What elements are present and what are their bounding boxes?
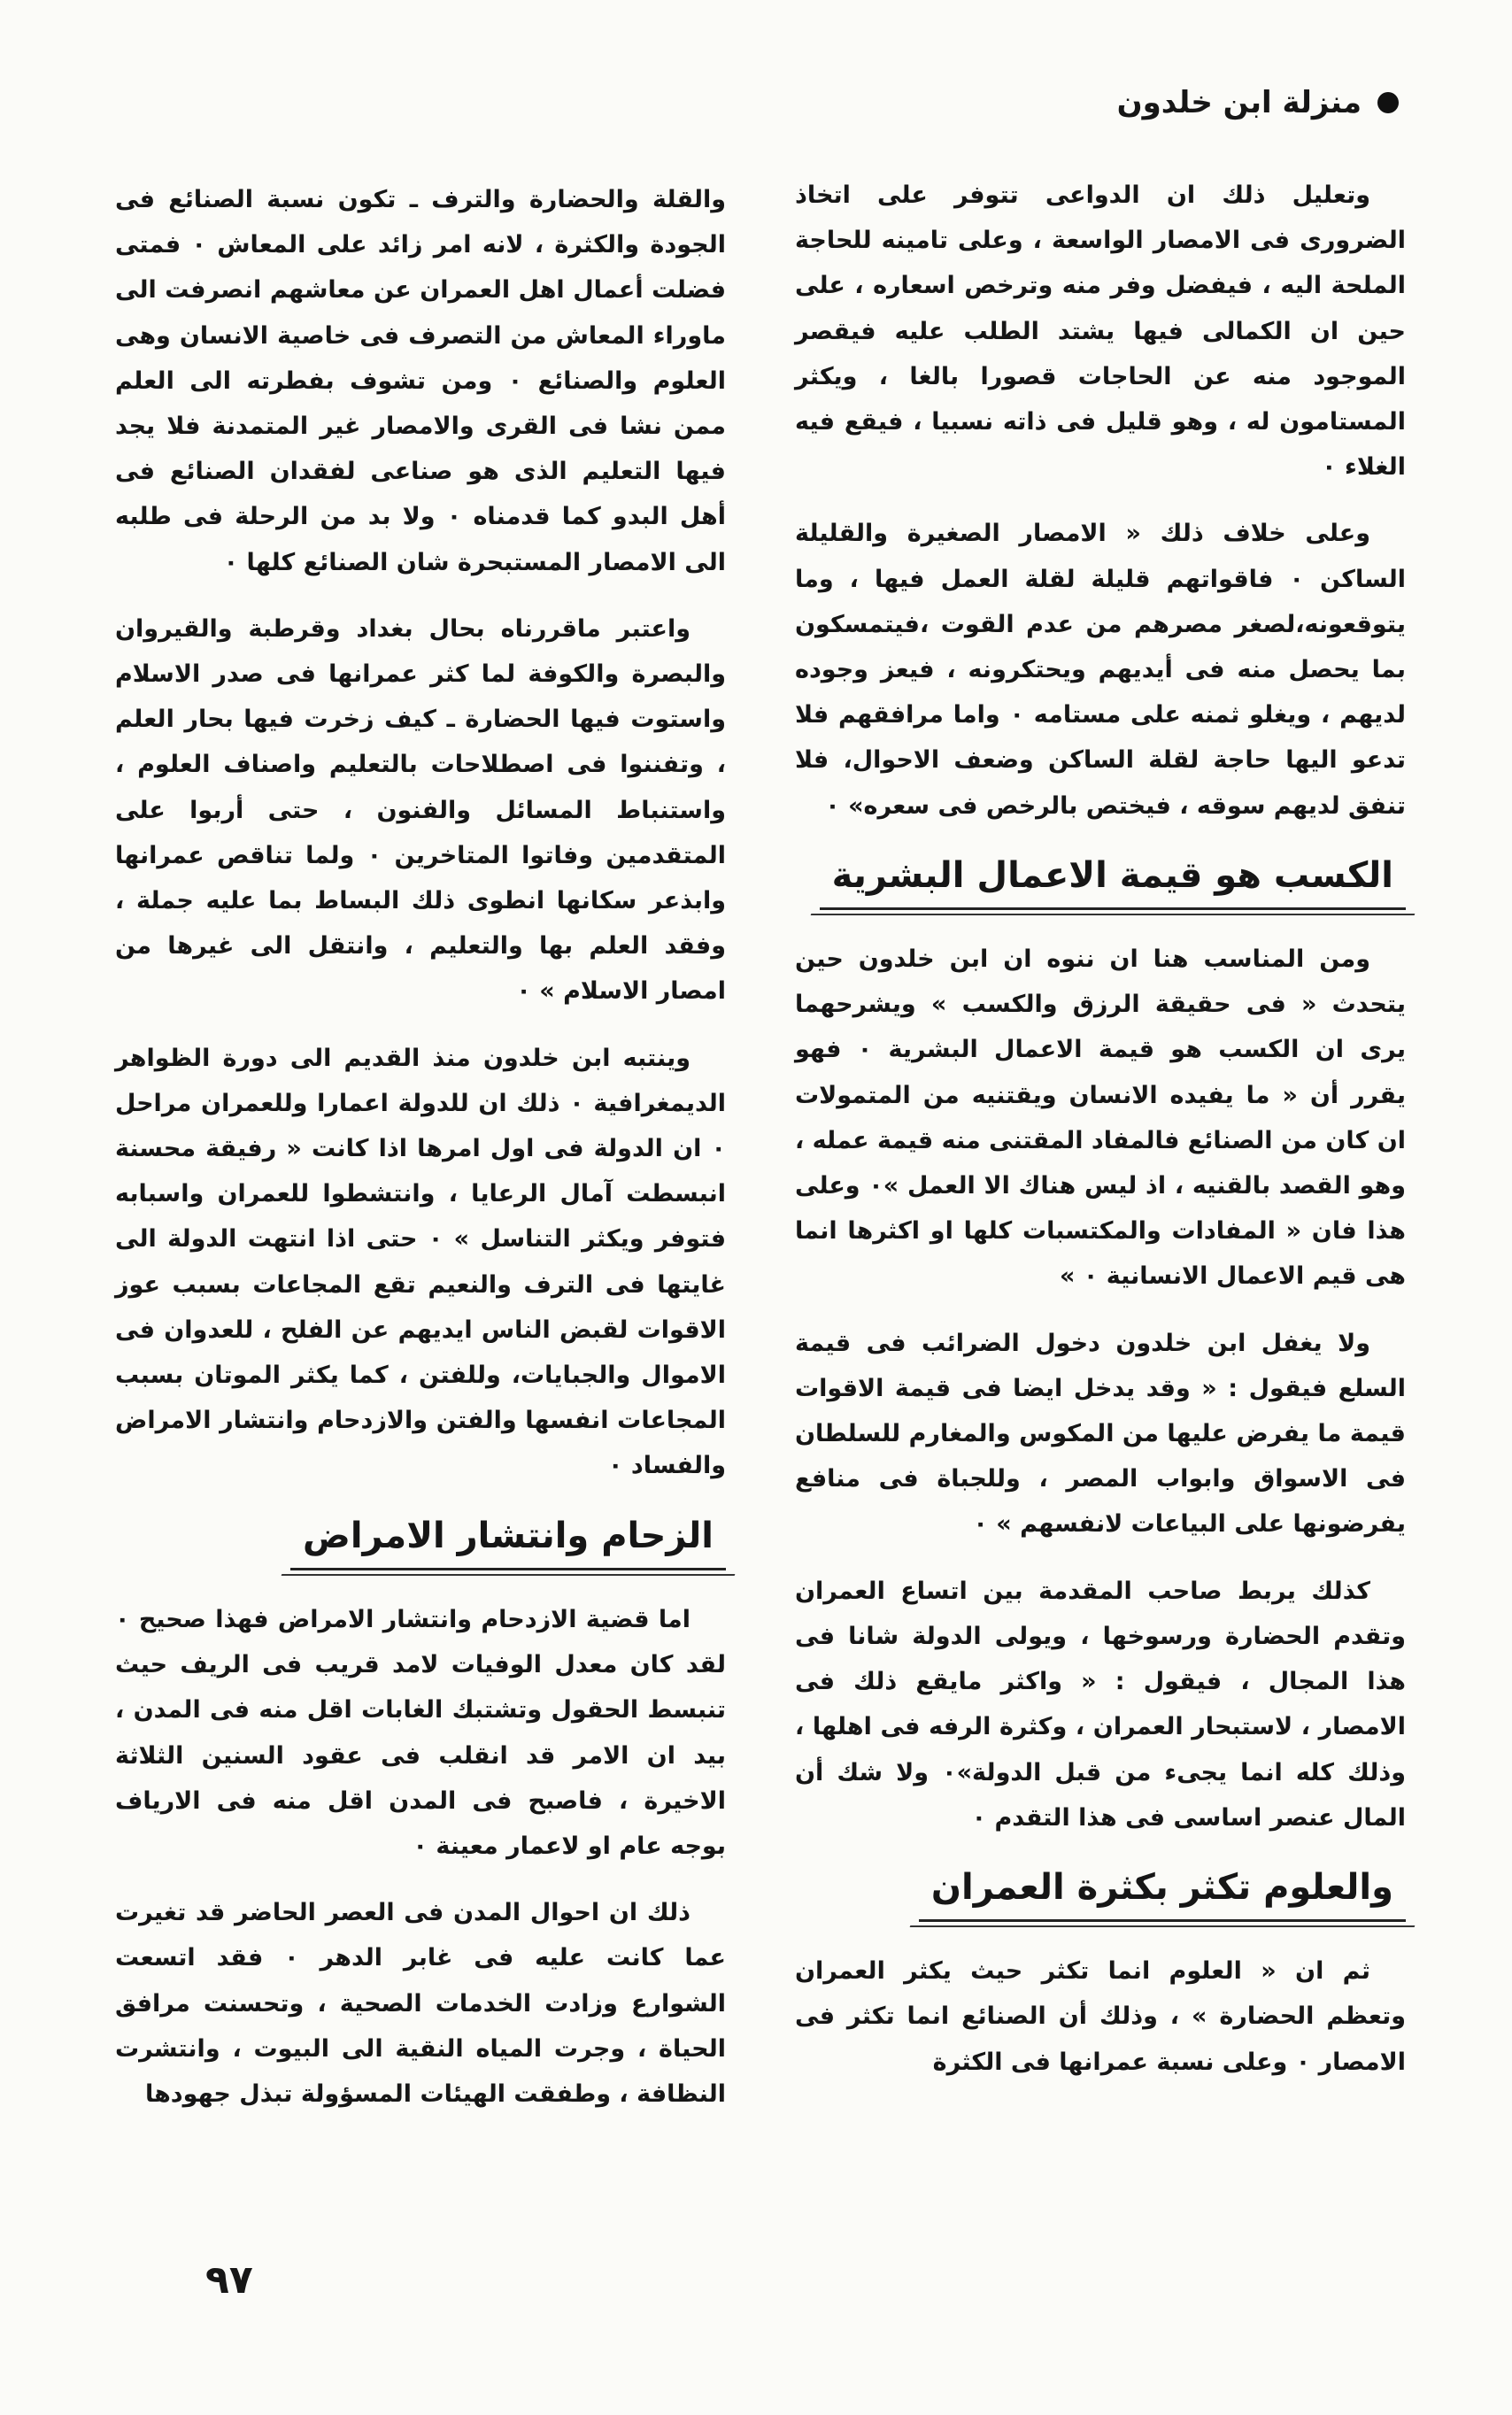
section-heading-text: والعلوم تكثر بكثرة العمران: [919, 1865, 1406, 1922]
section-heading-text: الكسب هو قيمة الاعمال البشرية: [820, 853, 1406, 910]
section-heading: [115, 1514, 726, 1570]
paragraph: ولا يغفل ابن خلدون دخول الضرائب فى قيمة السلع فيقول : « وقد يدخل ايضا فى قيمة الاقوات قيمة ما يفرض عليها من المكوس والمغارم للسلطان فى الاسواق وابواب المصر ، وللجباة فى منافع يفرضونها على البياعات لانفسهم » ٠: [795, 1329, 1406, 1539]
paragraph: كذلك يربط صاحب المقدمة بين اتساع العمران وتقدم الحضارة ورسوخها ، ويولى الدولة شانا فى هذا المجال ، فيقول : « واكثر مايقع ذلك فى الامصار ، لاستبحار العمران ، وكثرة الرفه فى اهلها ، وذلك كله انما يجىء من قبل الدولة»٠ ولا شك أن المال عنصر اساسى فى هذا التقدم ٠: [795, 1577, 1406, 1832]
paragraph: واعتبر ماقررناه بحال بغداد وقرطبة والقيروان والبصرة والكوفة لما كثر عمرانها فى صدر الاسلام واستوت فيها الحضارة ـ كيف زخرت فيها بحار العلم ، وتفننوا فى اصطلاحات بالتعليم واصناف العلوم ، واستنباط المسائل والفنون ، حتى أربوا على المتقدمين وفاتوا المتاخرين ٠ ولما تناقص عمرانها وابذعر سكانها انطوى ذلك البساط بما عليه جملة ، وفقد العلم بها والتعليم ، وانتقل الى غيرها من امصار الاسلام » ٠: [115, 614, 726, 1006]
left-column: [115, 177, 726, 2138]
paragraph: ومن المناسب هنا ان ننوه ان ابن خلدون حين يتحدث « فى حقيقة الرزق والكسب » ويشرحهما يرى ان الكسب هو قيمة الاعمال البشرية ٠ فهو يقرر أن « ما يفيده الانسان ويقتنيه من المتمولات ان كان من الصنائع فالمفاد المقتنى منه قيمة عمله ، وهو القصد بالقنيه ، اذ ليس هناك الا العمل »٠ وعلى هذا فان « المفادات والمكتسبات كلها او اكثرها انما هى قيم الاعمال الانسانية ٠ »: [795, 945, 1406, 1291]
page-number: ٩٧: [205, 2257, 253, 2303]
right-column: [795, 173, 1406, 2106]
section-heading: [795, 1865, 1406, 1922]
paragraph: والقلة والحضارة والترف ـ تكون نسبة الصنائع فى الجودة والكثرة ، لانه امر زائد على المعاش ٠ فمتى فضلت أعمال اهل العمران عن معاشهم انصرفت الى ماوراء المعاش من التصرف فى خاصية الانسان وهى العلوم والصنائع ٠ ومن تشوف بفطرته الى العلم ممن نشا فى القرى والامصار غير المتمدنة فلا يجد فيها التعليم الذى هو صناعى لفقدان الصنائع فى أهل البدو كما قدمناه ٠ ولا بد من الرحلة فى طلبه الى الامصار المستبحرة شان الصنائع كلها ٠: [115, 186, 726, 576]
running-head: [1117, 85, 1399, 120]
paragraph: وعلى خلاف ذلك « الامصار الصغيرة والقليلة الساكن ٠ فاقواتهم قليلة لقلة العمل فيها ، وما يتوقعونه،لصغر مصرهم من عدم القوت ،فيتمسكون بما يحصل منه فى أيديهم ويحتكرونه ، فيعز وجوده لديهم ، ويغلو ثمنه على مستامه ٠ واما مرافقهم فلا تدعو اليها حاجة لقلة الساكن وضعف الاحوال، فلا تنفق لديهم سوقه ، فيختص بالرخص فى سعره» ٠: [795, 520, 1407, 820]
section-heading-text: الزحام وانتشار الامراض: [290, 1514, 726, 1570]
paragraph: وينتبه ابن خلدون منذ القديم الى دورة الظواهر الديمغرافية ٠ ذلك ان للدولة اعمارا وللعمران مراحل ٠ ان الدولة فى اول امرها اذا كانت « رفيقة محسنة انبسطت آمال الرعايا ، وانتشطوا للعمران واسبابه فتوفر ويكثر التناسل » ٠ حتى اذا انتهت الدولة الى غايتها فى الترف والنعيم تقع المجاعات بسبب عوز الاقوات لقبض الناس ايديهم عن الفلح ، للعدوان فى الاموال والجبايات، وللفتن ، كما يكثر الموتان بسبب المجاعات انفسها والفتن والازدحام وانتشار الامراض والفساد ٠: [115, 1044, 726, 1480]
paragraph: اما قضية الازدحام وانتشار الامراض فهذا صحيح ٠ لقد كان معدل الوفيات لامد قريب فى الريف حيث تنبسط الحقول وتشتبك الغابات اقل منه فى المدن ، بيد ان الامر قد انقلب فى عقود السنين الثلاثة الاخيرة ، فاصبح فى المدن اقل منه فى الارياف بوجه عام او لاعمار معينة ٠: [115, 1605, 726, 1860]
paragraph: ذلك ان احوال المدن فى العصر الحاضر قد تغيرت عما كانت عليه فى غابر الدهر ٠ فقد اتسعت الشوارع وزادت الخدمات الصحية ، وتحسنت مرافق الحياة ، وجرت المياه النقية الى البيوت ، وانتشرت النظافة ، وطفقت الهيئات المسؤولة تبذل جهودها: [115, 1899, 726, 2108]
running-title: منزلة ابن خلدون: [1116, 85, 1362, 120]
paragraph: وتعليل ذلك ان الدواعى تتوفر على اتخاذ الضرورى فى الامصار الواسعة ، وعلى تامينه للحاجة الملحة اليه ، فيفضل وفر منه وترخص اسعاره ، على حين ان الكمالى فيها يشتد الطلب عليه فيقصر الموجود منه عن الحاجات قصورا بالغا ، ويكثر المستامون له ، وهو قليل فى ذاته نسبيا ، فيقع فيه الغلاء ٠: [795, 181, 1406, 482]
bullet-icon: [1377, 92, 1399, 113]
paragraph: ثم ان « العلوم انما تكثر حيث يكثر العمران وتعظم الحضارة » ، وذلك أن الصنائع انما تكثر فى الامصار ٠ وعلى نسبة عمرانها فى الكثرة: [795, 1957, 1406, 2076]
section-heading: [795, 853, 1406, 910]
